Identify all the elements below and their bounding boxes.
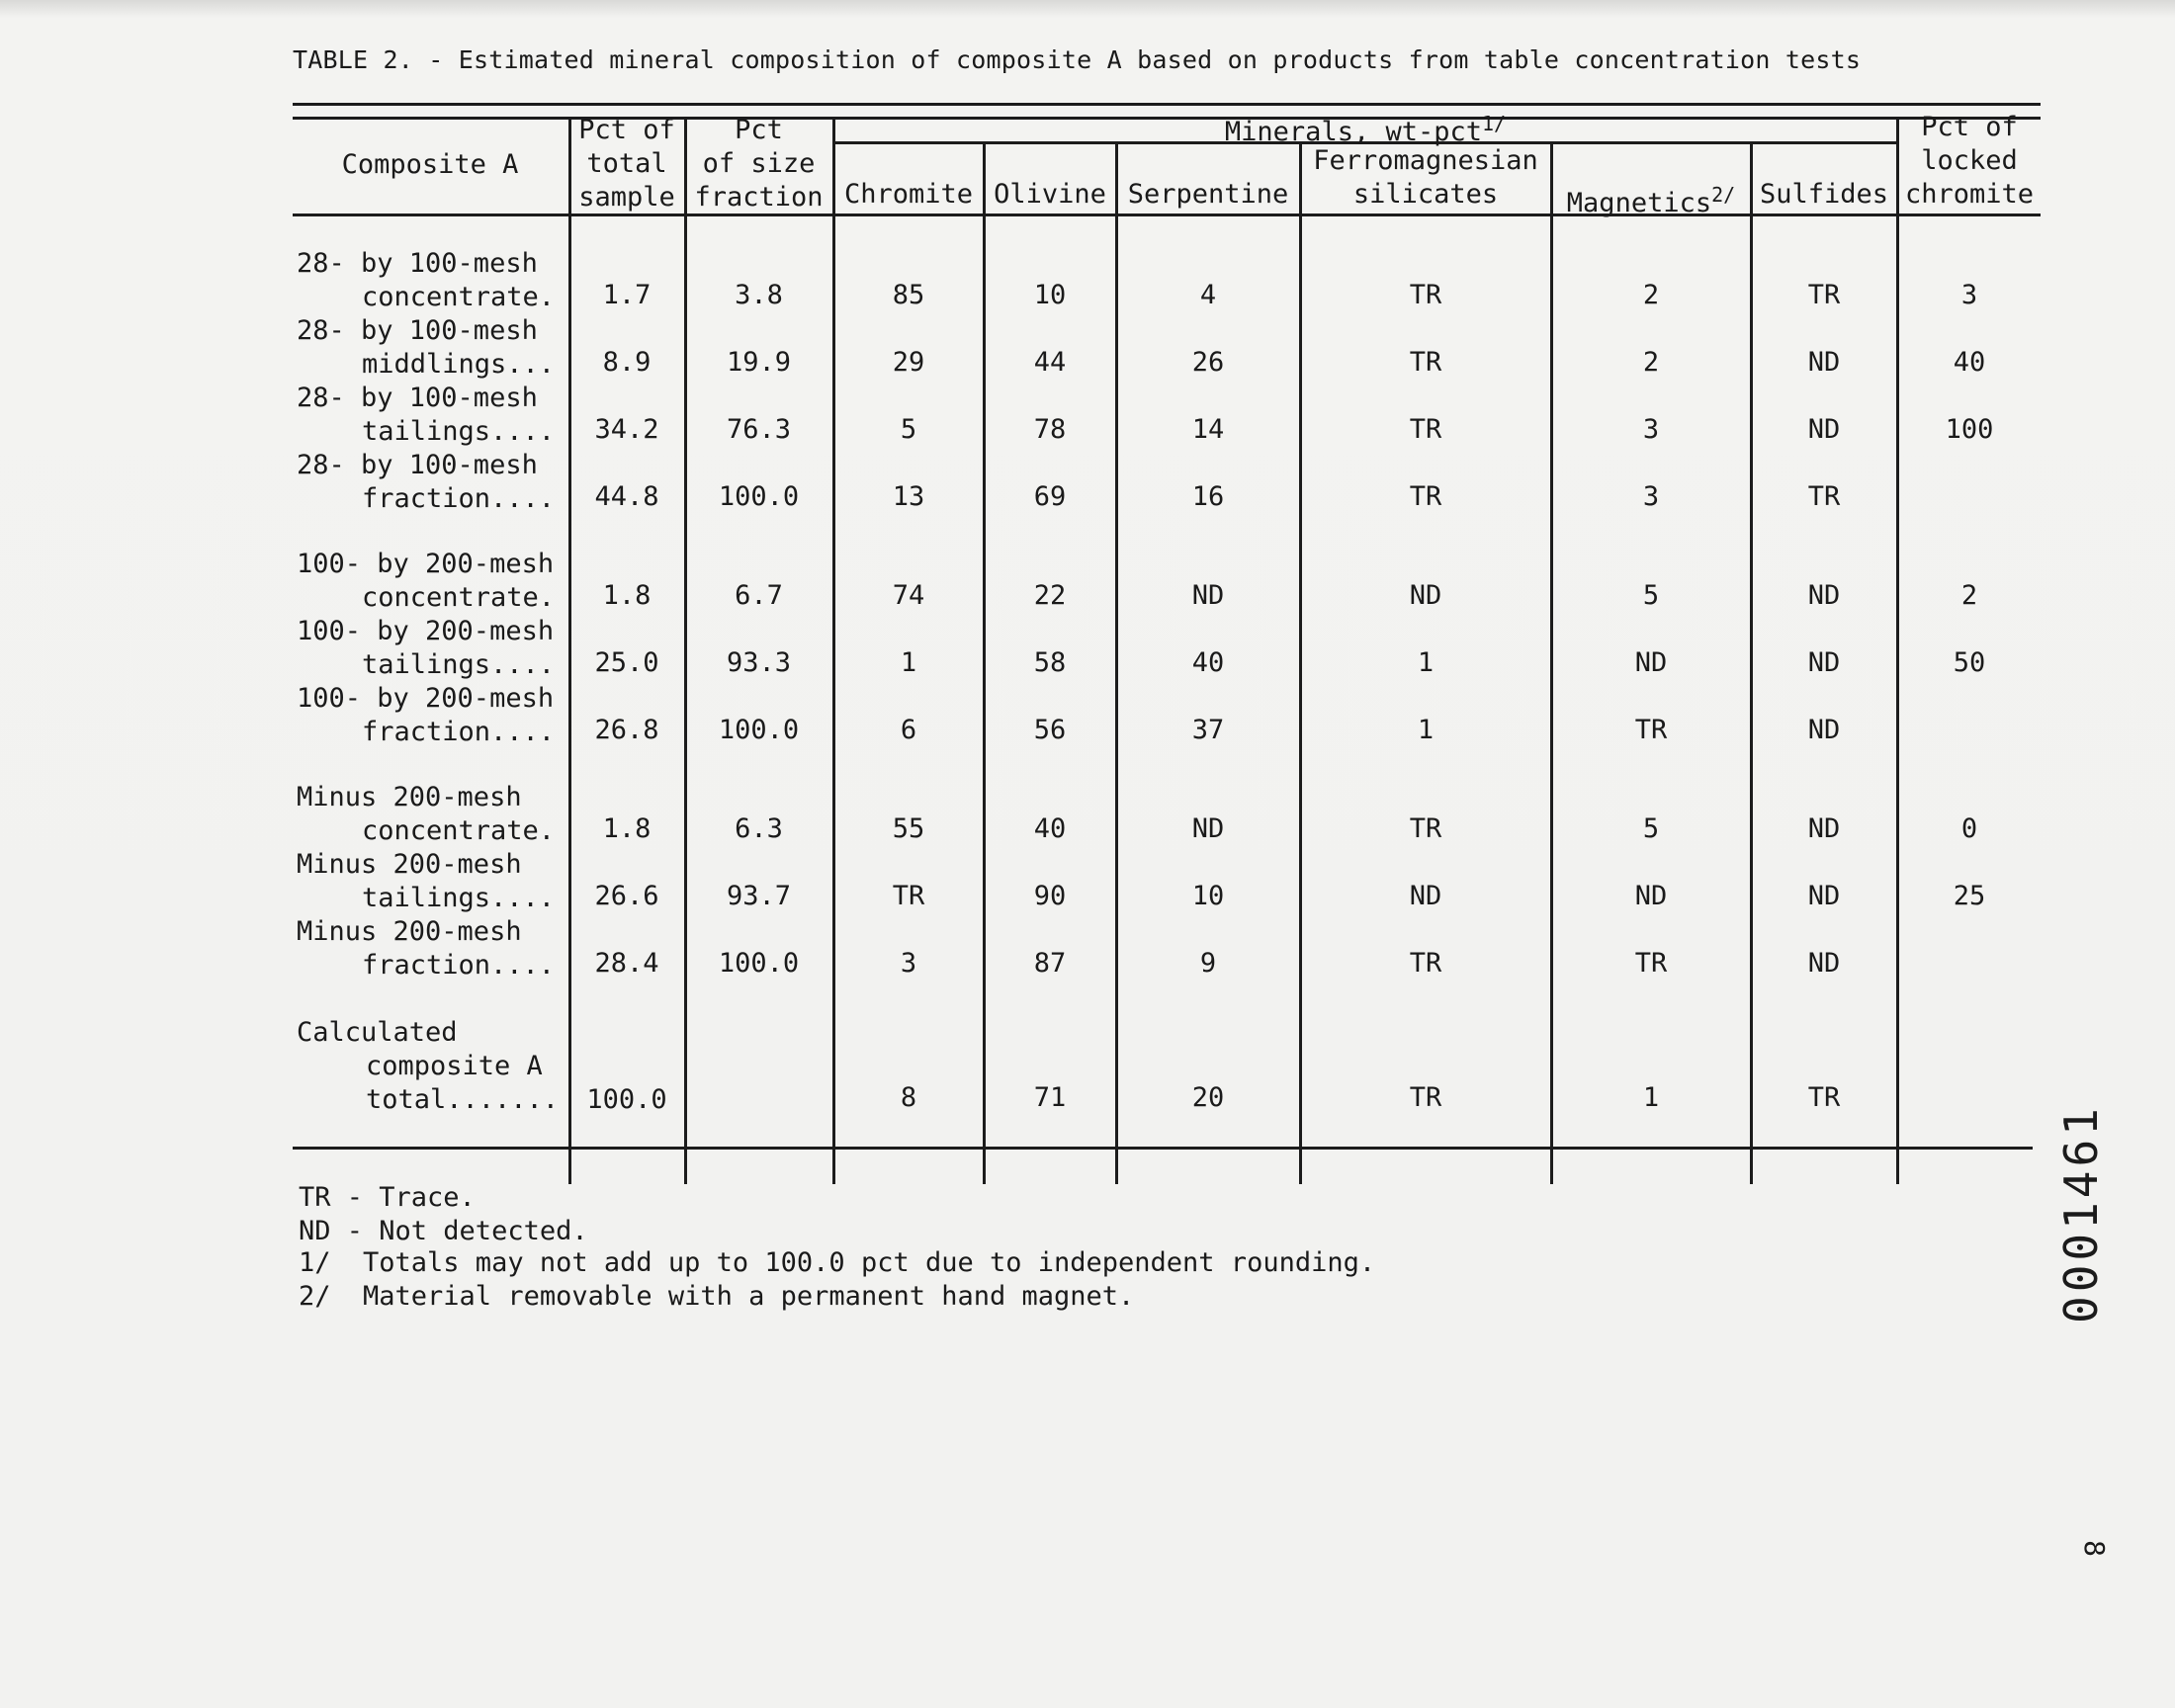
- total-row-pct-total: 100.0: [586, 1084, 667, 1115]
- cell-serpentine: 26: [1191, 347, 1225, 378]
- cell-total: 8.9: [602, 347, 652, 378]
- cell-serpentine: 40: [1191, 647, 1225, 678]
- cell-size: 19.9: [726, 347, 792, 378]
- cell-olivine: 87: [1033, 948, 1067, 979]
- cell-sulfides: TR: [1807, 280, 1841, 310]
- cell-olivine: 78: [1033, 414, 1067, 445]
- header-magnetics: [1553, 178, 1749, 220]
- row-label-line-2: tailings....: [362, 649, 556, 680]
- header-composite: Composite A: [341, 149, 519, 180]
- note-trace: TR - Trace.: [299, 1182, 476, 1213]
- magnetics-footnote-ref: 2/: [1711, 183, 1736, 207]
- row-label-line-2: fraction....: [362, 950, 556, 981]
- header-ferromagnesian-silicates: Ferromagnesian silicates: [1313, 145, 1538, 210]
- cell-chromite: 6: [900, 715, 917, 745]
- total-row-olivine: 71: [1033, 1082, 1067, 1113]
- cell-serpentine: ND: [1191, 813, 1225, 844]
- cell-total: 1.7: [602, 280, 652, 310]
- note-footnote-1: 1/ Totals may not add up to 100.0 pct due to independent rounding.: [299, 1247, 1376, 1278]
- total-row-sulfides: TR: [1807, 1082, 1841, 1113]
- minerals-footnote-ref: 1/: [1482, 112, 1507, 135]
- cell-magnetics: TR: [1634, 948, 1668, 979]
- header-sulfides: Sulfides: [1759, 179, 1889, 210]
- row-label-line-1: Minus 200-mesh: [297, 849, 522, 880]
- total-row-magnetics: 1: [1642, 1082, 1660, 1113]
- cell-ferro: TR: [1409, 347, 1442, 378]
- row-label-line-1: Minus 200-mesh: [297, 916, 522, 947]
- cell-locked: 3: [1960, 280, 1978, 310]
- row-label-line-1: 100- by 200-mesh: [297, 549, 555, 579]
- table-title: TABLE 2. - Estimated mineral composition of composite A based on products from table concentration tests: [293, 45, 1862, 74]
- cell-olivine: 22: [1033, 580, 1067, 611]
- header-chromite: Chromite: [843, 179, 974, 210]
- cell-serpentine: ND: [1191, 580, 1225, 611]
- row-label-line-2: concentrate.: [362, 582, 556, 613]
- row-label-line-2: tailings....: [362, 416, 556, 447]
- document-stamp-number: 0001461: [2054, 1104, 2108, 1324]
- cell-locked: 25: [1953, 881, 1986, 911]
- cell-sulfides: ND: [1807, 813, 1841, 844]
- total-row-label-3: total.......: [366, 1084, 560, 1115]
- cell-size: 100.0: [718, 948, 800, 979]
- total-row-label-1: Calculated: [297, 1017, 458, 1048]
- cell-locked: 50: [1953, 647, 1986, 678]
- cell-size: 76.3: [726, 414, 792, 445]
- cell-sulfides: ND: [1807, 414, 1841, 445]
- cell-magnetics: 3: [1642, 414, 1660, 445]
- cell-total: 34.2: [594, 414, 659, 445]
- row-label-line-1: 100- by 200-mesh: [297, 616, 555, 646]
- cell-sulfides: ND: [1807, 347, 1841, 378]
- cell-sulfides: TR: [1807, 481, 1841, 512]
- cell-magnetics: 3: [1642, 481, 1660, 512]
- cell-chromite: 5: [900, 414, 917, 445]
- cell-chromite: 13: [892, 481, 925, 512]
- cell-magnetics: 2: [1642, 347, 1660, 378]
- table-bottom-rule: [293, 1147, 2033, 1150]
- cell-ferro: 1: [1417, 647, 1435, 678]
- total-row-label-2: composite A: [366, 1051, 543, 1081]
- cell-olivine: 90: [1033, 881, 1067, 911]
- cell-ferro: TR: [1409, 481, 1442, 512]
- row-label-line-1: 28- by 100-mesh: [297, 315, 538, 346]
- row-label-line-1: 100- by 200-mesh: [297, 683, 555, 714]
- note-footnote-2: 2/ Material removable with a permanent hand magnet.: [299, 1281, 1135, 1312]
- cell-olivine: 10: [1033, 280, 1067, 310]
- row-label-line-2: concentrate.: [362, 815, 556, 846]
- cell-magnetics: TR: [1634, 715, 1668, 745]
- cell-olivine: 56: [1033, 715, 1067, 745]
- header-olivine: Olivine: [994, 179, 1106, 210]
- cell-ferro: ND: [1409, 580, 1442, 611]
- cell-sulfides: ND: [1807, 647, 1841, 678]
- cell-chromite: 1: [900, 647, 917, 678]
- cell-sulfides: ND: [1807, 881, 1841, 911]
- total-row-ferro: TR: [1409, 1082, 1442, 1113]
- row-label-line-1: 28- by 100-mesh: [297, 383, 538, 413]
- cell-total: 1.8: [602, 813, 652, 844]
- cell-size: 93.7: [726, 881, 792, 911]
- row-label-line-2: fraction....: [362, 483, 556, 514]
- cell-chromite: 55: [892, 813, 925, 844]
- cell-total: 26.8: [594, 715, 659, 745]
- cell-chromite: 74: [892, 580, 925, 611]
- cell-magnetics: 2: [1642, 280, 1660, 310]
- cell-olivine: 69: [1033, 481, 1067, 512]
- cell-total: 26.6: [594, 881, 659, 911]
- minerals-group-label: Minerals, wt-pct: [1224, 117, 1482, 147]
- cell-total: 28.4: [594, 948, 659, 979]
- header-minerals-group: [835, 107, 1895, 149]
- cell-magnetics: ND: [1634, 647, 1668, 678]
- cell-serpentine: 10: [1191, 881, 1225, 911]
- cell-chromite: 3: [900, 948, 917, 979]
- row-label-line-1: 28- by 100-mesh: [297, 450, 538, 480]
- magnetics-label: Magnetics: [1566, 188, 1712, 218]
- cell-sulfides: ND: [1807, 948, 1841, 979]
- cell-serpentine: 4: [1199, 280, 1217, 310]
- cell-magnetics: 5: [1642, 813, 1660, 844]
- cell-magnetics: ND: [1634, 881, 1668, 911]
- cell-total: 25.0: [594, 647, 659, 678]
- cell-olivine: 58: [1033, 647, 1067, 678]
- total-row-serpentine: 20: [1191, 1082, 1225, 1113]
- cell-ferro: ND: [1409, 881, 1442, 911]
- cell-serpentine: 14: [1191, 414, 1225, 445]
- row-label-line-2: fraction....: [362, 717, 556, 747]
- cell-ferro: 1: [1417, 715, 1435, 745]
- cell-total: 44.8: [594, 481, 659, 512]
- header-pct-total-sample: Pct of total sample: [578, 115, 675, 213]
- cell-ferro: TR: [1409, 813, 1442, 844]
- header-bottom-rule: [293, 214, 2041, 216]
- cell-ferro: TR: [1409, 280, 1442, 310]
- header-serpentine: Serpentine: [1127, 179, 1289, 210]
- cell-chromite: 85: [892, 280, 925, 310]
- row-label-line-2: concentrate.: [362, 282, 556, 312]
- cell-size: 100.0: [718, 715, 800, 745]
- note-not-detected: ND - Not detected.: [299, 1216, 588, 1246]
- cell-size: 6.7: [735, 580, 783, 611]
- cell-size: 100.0: [718, 481, 800, 512]
- cell-locked: 2: [1960, 580, 1978, 611]
- cell-chromite: TR: [892, 881, 925, 911]
- cell-size: 6.3: [735, 813, 783, 844]
- row-label-line-1: Minus 200-mesh: [297, 782, 522, 812]
- cell-serpentine: 16: [1191, 481, 1225, 512]
- header-pct-size-fraction: Pct of size fraction: [694, 115, 824, 213]
- row-label-line-2: middlings...: [362, 349, 556, 380]
- cell-size: 3.8: [735, 280, 783, 310]
- row-label-line-2: tailings....: [362, 883, 556, 913]
- page-number: 8: [2077, 1540, 2111, 1557]
- cell-serpentine: 37: [1191, 715, 1225, 745]
- table-top-rule: [293, 103, 2041, 106]
- cell-magnetics: 5: [1642, 580, 1660, 611]
- cell-locked: 40: [1953, 347, 1986, 378]
- cell-locked: 100: [1945, 414, 1994, 445]
- cell-total: 1.8: [602, 580, 652, 611]
- cell-chromite: 29: [892, 347, 925, 378]
- cell-olivine: 40: [1033, 813, 1067, 844]
- cell-serpentine: 9: [1199, 948, 1217, 979]
- cell-sulfides: ND: [1807, 580, 1841, 611]
- total-row-chromite: 8: [900, 1082, 917, 1113]
- header-pct-locked-chromite: Pct of locked chromite: [1904, 112, 2035, 210]
- cell-olivine: 44: [1033, 347, 1067, 378]
- cell-locked: 0: [1960, 813, 1978, 844]
- row-label-line-1: 28- by 100-mesh: [297, 248, 538, 279]
- cell-ferro: TR: [1409, 414, 1442, 445]
- cell-ferro: TR: [1409, 948, 1442, 979]
- cell-sulfides: ND: [1807, 715, 1841, 745]
- cell-size: 93.3: [726, 647, 792, 678]
